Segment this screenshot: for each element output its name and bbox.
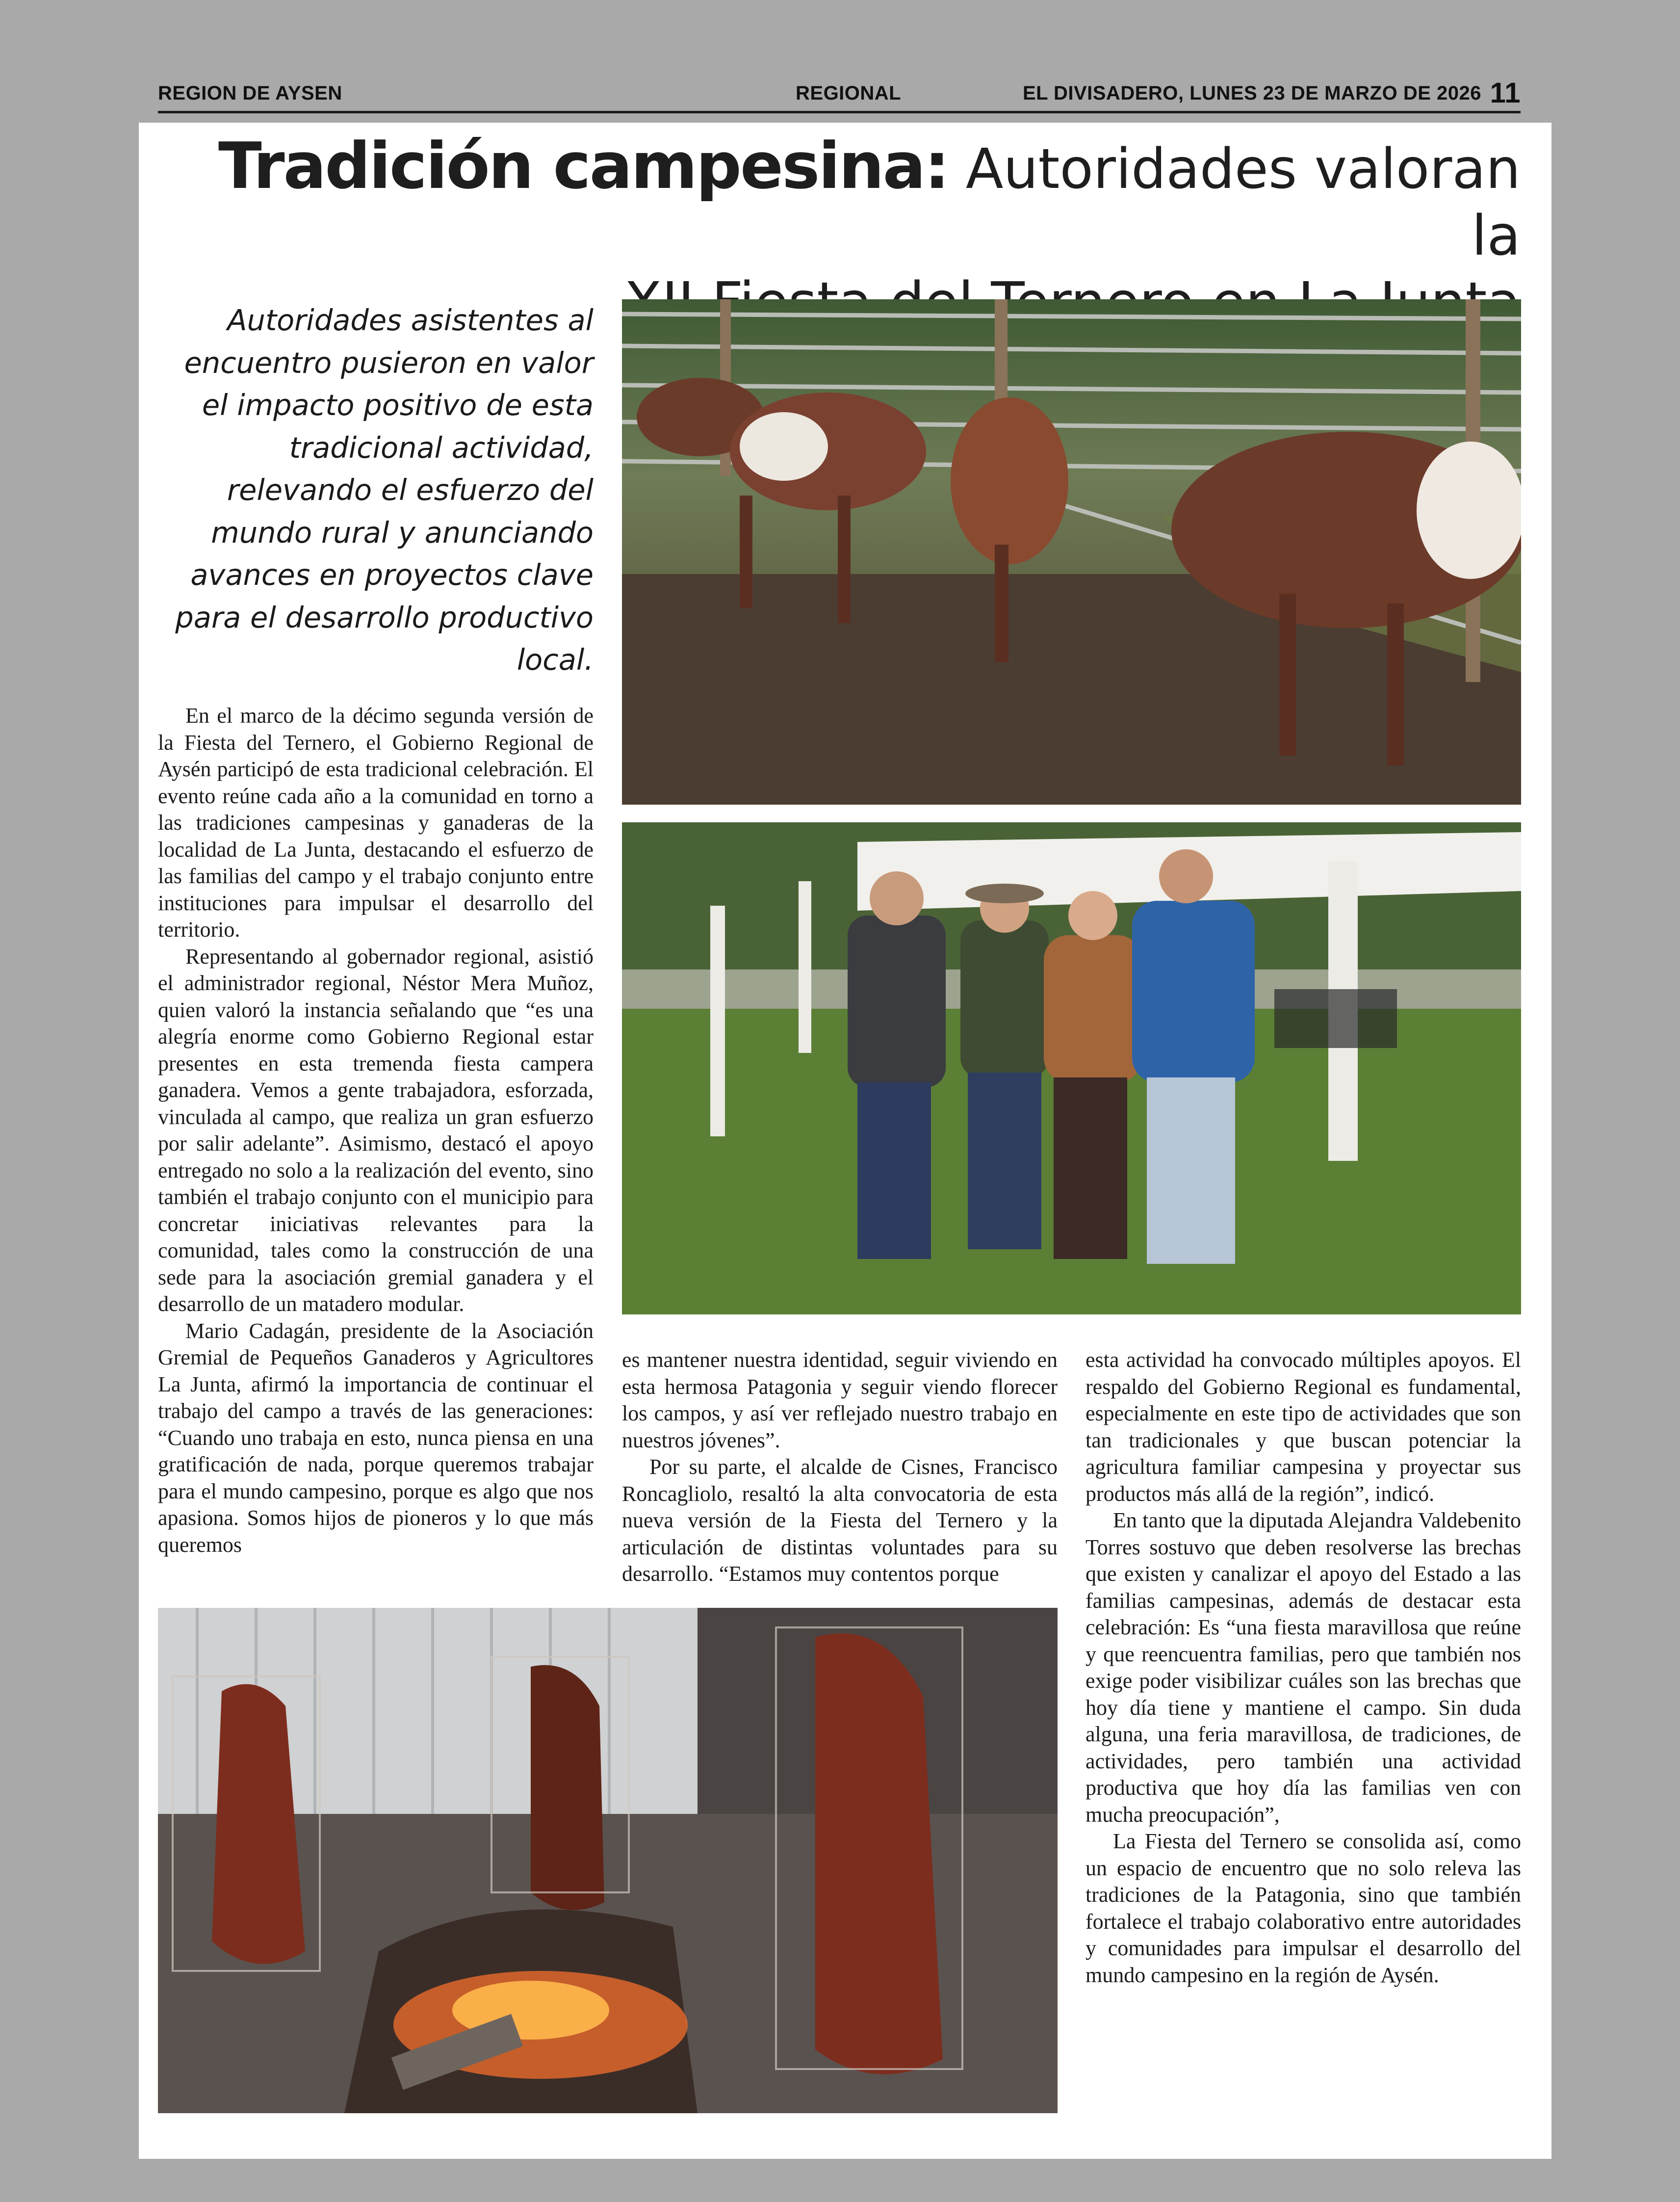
body-paragraph: esta actividad ha convocado múltiples apoyos. El respaldo del Gobierno Regional es fundamental, especialmente en este tipo de actividades que son tan tradicionales y que buscan potenciar la agricultura familiar campesina y proyectar sus productos más allá de la región”, indicó. bbox=[1086, 1348, 1521, 1506]
publication-date: EL DIVISADERO, LUNES 23 DE MARZO DE 2026 bbox=[1022, 82, 1481, 104]
body-column-3 bbox=[1086, 1347, 1521, 1989]
photo-calves-corral bbox=[622, 299, 1521, 805]
body-paragraph: En tanto que la diputada Alejandra Valdebenito Torres sostuvo que deben resolverse las brechas que existen y canalizar el apoyo del Estado a las familias campesinas, además de destacar esta celebración: Es “una fiesta maravillosa que reúne y que reencuentra familias, pero que también nos exige poder visibilizar cuáles son las brechas que hoy día tiene y mantiene el campo. Sin duda alguna, una feria maravillosa, de tradiciones, de actividades, pero también una actividad productiva que hoy día las familias ven con mucha preocupación”, bbox=[1086, 1508, 1521, 1827]
lede: Autoridades asistentes al encuentro pusieron en valor el impacto positivo de esta tradicional actividad, relevando el esfuerzo del mundo rural y anunciando avances en proyectos clave para el desarrollo productivo local. bbox=[175, 303, 594, 677]
header-rule bbox=[158, 111, 1521, 113]
photo-authorities-group bbox=[622, 822, 1521, 1314]
body-column-1 bbox=[158, 703, 594, 1558]
page-number: 11 bbox=[1490, 77, 1521, 109]
body-paragraph: La Fiesta del Ternero se consolida así, como un espacio de encuentro que no solo releva las tradiciones de la Patagonia, sino que también fortalece el trabajo colaborativo entre autoridades y comunidades para impulsar el desarrollo del mundo campesino en la región de Aysén. bbox=[1086, 1829, 1521, 1987]
body-paragraph: Representando al gobernador regional, asistió el administrador regional, Néstor Mera Muñoz, quien valoró la instancia señalando que “es una alegría enorme como Gobierno Regional estar presentes en esta tremenda fiesta campera ganadera. Vemos a gente trabajadora, esforzada, vinculada al campo, que realiza un gran esfuerzo por salir adelante”. Asimismo, destacó el apoyo entregado no solo a la realización del evento, sino también el trabajo conjunto con el municipio para concretar iniciativas relevantes para la comunidad, tales como la construcción de una sede para la asociación gremial ganadera y el desarrollo de un matadero modular. bbox=[158, 944, 594, 1316]
body-column-2 bbox=[622, 1347, 1058, 1588]
running-header bbox=[158, 78, 1521, 112]
body-paragraph: Por su parte, el alcalde de Cisnes, Francisco Roncagliolo, resaltó la alta convocatoria de esta nueva versión de la Fiesta del Ternero y la articulación de distintas voluntades para su desarrollo. “Estamos muy contentos porque bbox=[622, 1455, 1058, 1586]
category-name: REGIONAL bbox=[796, 82, 902, 104]
section-name: REGION DE AYSEN bbox=[158, 82, 342, 104]
body-paragraph: Mario Cadagán, presidente de la Asociación Gremial de Pequeños Ganaderos y Agricultores La Junta, afirmó la importancia de continuar el trabajo del campo a través de las generaciones: “Cuando uno trabaja en esto, nunca piensa en una gratificación de nada, porque queremos trabajar para el mundo campesino, porque es algo que nos apasiona. Somos hijos de pioneros y lo que más queremos bbox=[158, 1318, 594, 1557]
headline-line-1: Autoridades valoran la bbox=[965, 137, 1521, 268]
body-paragraph: En el marco de la décimo segunda versión de la Fiesta del Ternero, el Gobierno Regional de Aysén participó de esta tradicional celebración. El evento reúne cada año a la comunidad en torno a las tradiciones campesinas y ganaderas de la localidad de La Junta, destacando el esfuerzo de las familias del campo y el trabajo conjunto entre instituciones para impulsar el desarrollo del territorio. bbox=[158, 704, 594, 942]
photo-asado-fire bbox=[158, 1608, 1058, 2113]
body-paragraph: es mantener nuestra identidad, seguir viviendo en esta hermosa Patagonia y seguir viendo florecer los campos, y así ver reflejado nuestro trabajo en nuestros jóvenes”. bbox=[622, 1348, 1058, 1452]
headline-kicker: Tradición campesina: bbox=[218, 129, 949, 203]
